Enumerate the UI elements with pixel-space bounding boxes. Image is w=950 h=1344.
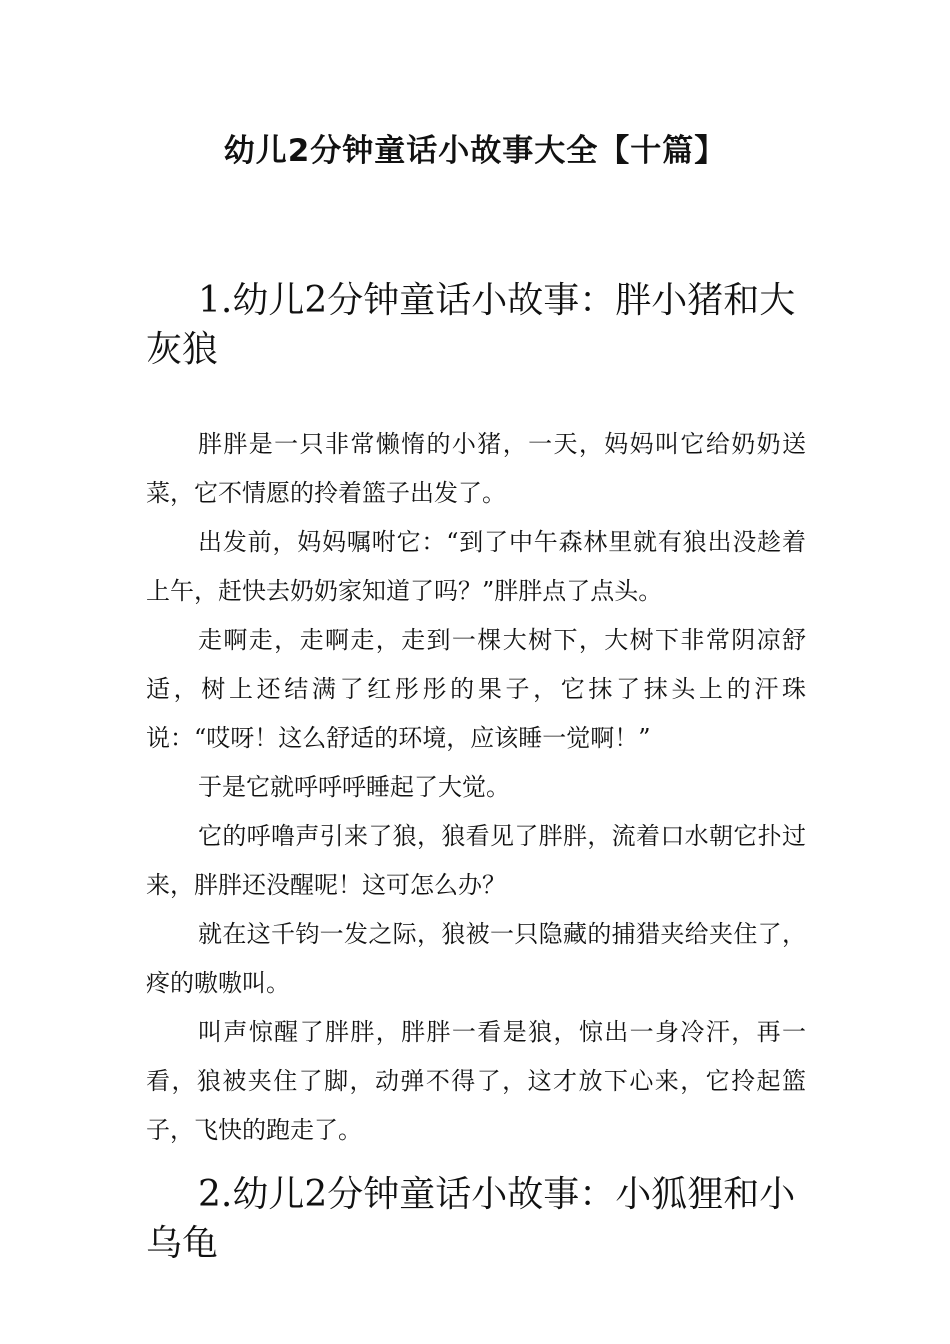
paragraph: 出发前，妈妈嘱咐它：“到了中午森林里就有狼出没趁着上午，赶快去奶奶家知道了吗？”胖胖点了点头。 — [146, 528, 806, 605]
paragraph: 于是它就呼呼呼睡起了大觉。 — [198, 773, 510, 801]
paragraph: 它的呼噜声引来了狼，狼看见了胖胖，流着口水朝它扑过来，胖胖还没醒呢！这可怎么办？ — [146, 822, 806, 899]
document-title: 幼儿2分钟童话小故事大全【十篇】 — [223, 133, 727, 169]
paragraph: 叫声惊醒了胖胖，胖胖一看是狼，惊出一身冷汗，再一看，狼被夹住了脚，动弹不得了，这才放下心来，它拎起篮子，飞快的跑走了。 — [146, 1018, 806, 1144]
section-heading: 1.幼儿2分钟童话小故事：胖小猪和大灰狼 — [146, 280, 796, 370]
section-1-heading-block — [146, 276, 806, 374]
paragraph: 胖胖是一只非常懒惰的小猪，一天，妈妈叫它给奶奶送菜，它不情愿的拎着篮子出发了。 — [146, 430, 806, 507]
story-1-body — [146, 420, 806, 1155]
section-2-heading-block — [146, 1170, 806, 1268]
paragraph: 走啊走，走啊走，走到一棵大树下，大树下非常阴凉舒适，树上还结满了红彤彤的果子，它抹了抹头上的汗珠说：“哎呀！这么舒适的环境，应该睡一觉啊！” — [146, 626, 806, 752]
section-heading: 2.幼儿2分钟童话小故事：小狐狸和小乌龟 — [146, 1174, 796, 1264]
paragraph: 就在这千钧一发之际，狼被一只隐藏的捕猎夹给夹住了，疼的嗷嗷叫。 — [146, 920, 806, 997]
